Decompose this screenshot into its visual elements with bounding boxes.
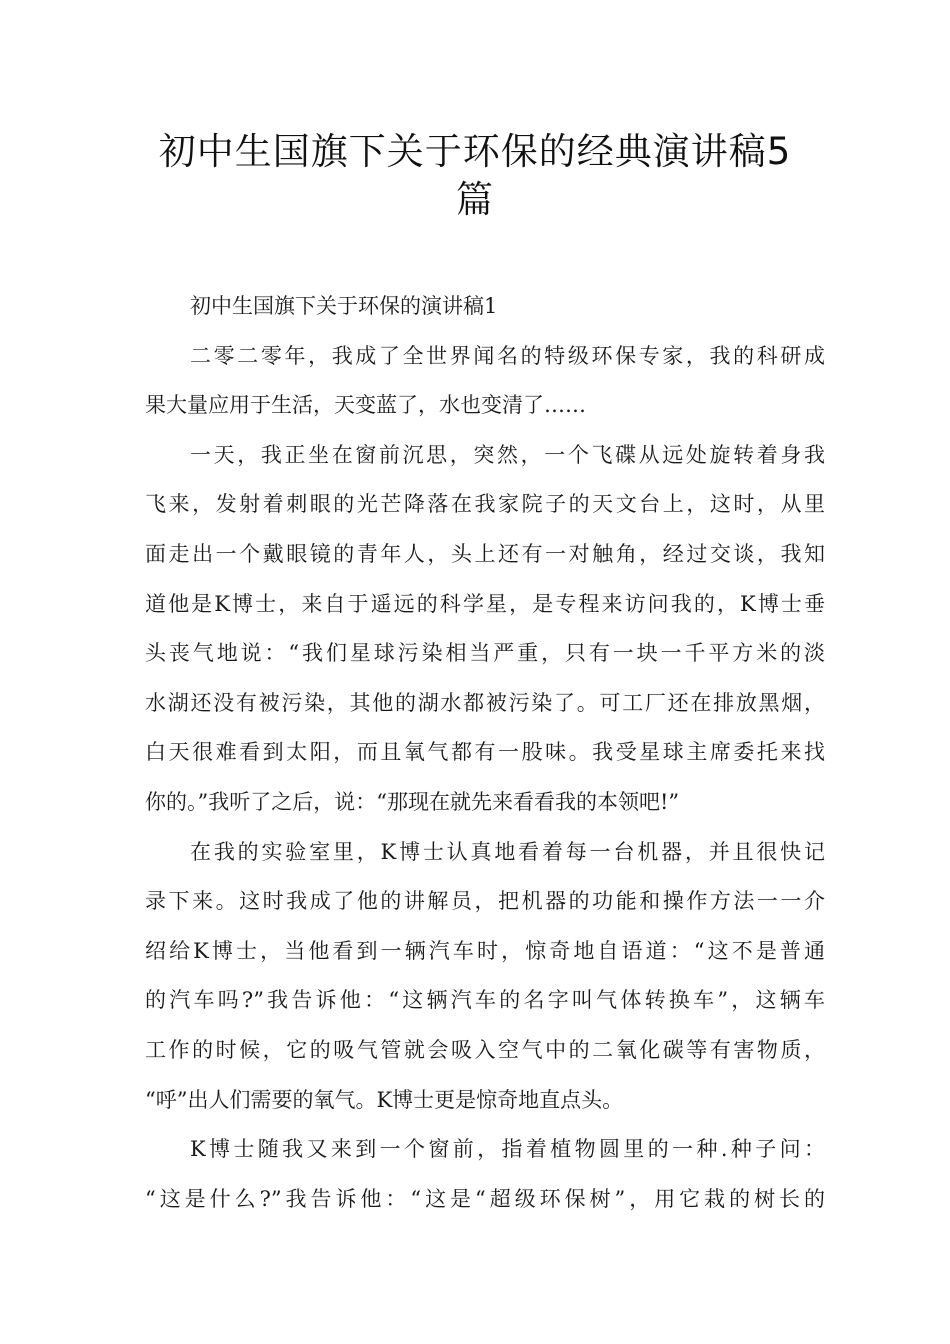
text-line: 飞来，发射着刺眼的光芒降落在我家院子的天文台上，这时，从里 xyxy=(145,492,825,517)
text-line: “呼”出人们需要的氧气。K博士更是惊奇地直点头。 xyxy=(145,1087,624,1112)
text-line: 工作的时候，它的吸气管就会吸入空气中的二氧化碳等有害物质， xyxy=(145,1037,825,1062)
title-line-1: 初中生国旗下关于环保的经典演讲稿5 xyxy=(158,130,792,173)
text-line: 白天很难看到太阳，而且氧气都有一股味。我受星球主席委托来找 xyxy=(145,740,825,765)
document-title xyxy=(140,128,810,224)
text-line: 面走出一个戴眼镜的青年人，头上还有一对触角，经过交谈，我知 xyxy=(145,541,825,566)
text-line: 果大量应用于生活，天变蓝了，水也变清了…… xyxy=(145,393,586,418)
text-line: 一天，我正坐在窗前沉思，突然，一个飞碟从远处旋转着身我 xyxy=(190,442,825,467)
title-line-2: 篇 xyxy=(456,178,494,221)
text-line: 的汽车吗?”我告诉他：“这辆汽车的名字叫气体转换车”，这辆车 xyxy=(145,988,825,1013)
text-line: 录下来。这时我成了他的讲解员，把机器的功能和操作方法一一介 xyxy=(145,889,825,914)
text-line: K博士随我又来到一个窗前，指着植物圆里的一种.种子问： xyxy=(190,1137,825,1162)
text-line: 头丧气地说：“我们星球污染相当严重，只有一块一千平方米的淡 xyxy=(145,641,825,666)
text-line: 在我的实验室里，K博士认真地看着每一台机器，并且很快记 xyxy=(190,839,825,864)
text-line: 二零二零年，我成了全世界闻名的特级环保专家，我的科研成 xyxy=(190,343,825,368)
text-line: 道他是K博士，来自于遥远的科学星，是专程来访问我的，K博士垂 xyxy=(145,591,825,616)
document-body xyxy=(145,282,825,1224)
text-line: 初中生国旗下关于环保的演讲稿1 xyxy=(190,294,498,318)
text-line: 你的。”我听了之后，说：“那现在就先来看看我的本领吧!” xyxy=(145,789,680,814)
text-line: 水湖还没有被污染，其他的湖水都被污染了。可工厂还在排放黑烟， xyxy=(145,690,825,715)
text-line: “这是什么?”我告诉他：“这是“超级环保树”，用它栽的树长的 xyxy=(145,1186,825,1211)
text-line: 绍给K博士，当他看到一辆汽车时，惊奇地自语道：“这不是普通 xyxy=(145,938,825,963)
